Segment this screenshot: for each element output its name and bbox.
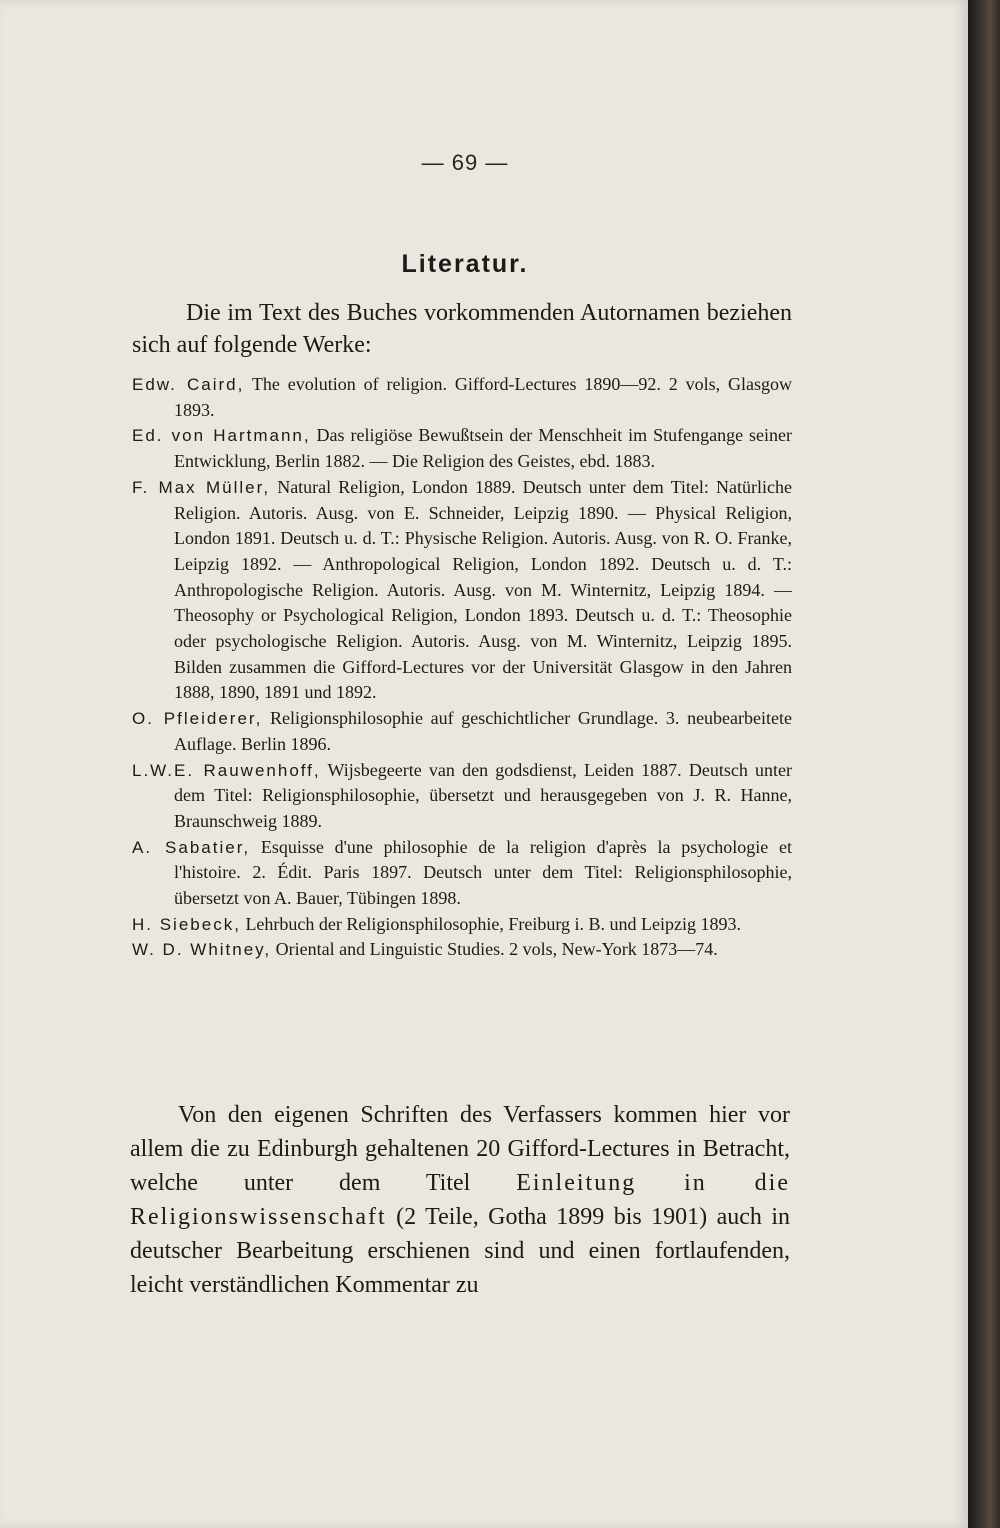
- reference-item: [132, 475, 792, 706]
- closing-book-title: Einleitung in die Religionswissenschaft: [130, 1170, 790, 1230]
- reference-item: [132, 758, 792, 835]
- reference-list: [132, 372, 792, 963]
- reference-item: [132, 423, 792, 474]
- reference-text: Das religiöse Bewußtsein der Menschheit im Stufengange seiner Entwicklung, Berlin 1882. — Die Religion des Geistes, ebd. 1883.: [174, 425, 792, 472]
- reference-author: H. Siebeck,: [132, 914, 241, 934]
- reference-item: [132, 706, 792, 757]
- reference-author: L.W.E. Rauwenhoff,: [132, 760, 321, 780]
- reference-author: A. Sabatier,: [132, 837, 251, 857]
- page-number: — 69 —: [421, 150, 509, 175]
- reference-text: Wijsbegeerte van den godsdienst, Leiden 1887. Deutsch unter dem Titel: Religionsphilosophie, übersetzt und herausgegeben von J. R. Hanne, Braunschweig 1889.: [174, 759, 793, 831]
- reference-item: [132, 937, 792, 963]
- reference-author: W. D. Whitney,: [132, 940, 272, 960]
- reference-author: O. Pfleiderer,: [132, 709, 263, 729]
- closing-paragraph: [130, 1098, 790, 1302]
- reference-author: F. Max Müller,: [132, 477, 271, 497]
- reference-text: Natural Religion, London 1889. Deutsch unter dem Titel: Natürliche Religion. Autoris. Ausg. von E. Schneider, Leipzig 1890. — Physical Religion, London 1891. Deutsch u. d. T.: Physische Religion. Autoris. Ausg. von R. O. Franke, Leipzig 1892. — Anthropological Religion, London 1892. Deutsch u. d. T.: Anthropologische Religion. Autoris. Ausg. von M. Winternitz, Leipzig 1894. — Theosophy or Psychological Religion, London 1893. Deutsch u. d. T.: Theosophie oder psychologische Religion. Autoris. Ausg. von M. Winternitz, Leipzig 1895. Bilden zusammen die Gifford-Lectures vor der Universität Glasgow in den Jahren 1888, 1890, 1891 und 1892.: [174, 476, 792, 703]
- intro-paragraph: Die im Text des Buches vorkommenden Autornamen beziehen sich auf folgende Werke:: [132, 300, 792, 358]
- reference-item: [132, 835, 792, 912]
- reference-author: Ed. von Hartmann,: [132, 426, 311, 446]
- reference-author: Edw. Caird,: [132, 375, 245, 394]
- reference-item: [132, 912, 792, 938]
- reference-text: The evolution of religion. Gifford-Lectures 1890—92. 2 vols, Glasgow 1893.: [174, 374, 792, 420]
- closing-text-start: Von den eigenen Schriften des Verfassers kommen hier vor allem die zu Edinburgh gehaltenen 20 Gifford-Lectures in Betracht, welche unter dem Titel: [130, 1102, 790, 1196]
- reference-item: [132, 372, 792, 423]
- closing-text-end: (2 Teile, Gotha 1899 bis 1901) auch in deutscher Bearbeitung erschienen sind und einen fortlaufenden, leicht verständlichen Kommentar zu: [130, 1204, 790, 1298]
- reference-text: Lehrbuch der Religionsphilosophie, Freiburg i. B. und Leipzig 1893.: [240, 913, 742, 934]
- section-heading: Literatur.: [401, 250, 529, 278]
- book-spine: [968, 0, 1000, 1528]
- reference-text: Oriental and Linguistic Studies. 2 vols, New-York 1873—74.: [271, 939, 718, 960]
- reference-text: Religionsphilosophie auf geschichtlicher Grundlage. 3. neubearbeitete Auflage. Berlin 1896.: [174, 708, 793, 754]
- reference-text: Esquisse d'une philosophie de la religion d'après la psychologie et l'histoire. 2. Édit. Paris 1897. Deutsch unter dem Titel: Religionsphilosophie, übersetzt von A. Bauer, Tübingen 1898.: [174, 836, 792, 909]
